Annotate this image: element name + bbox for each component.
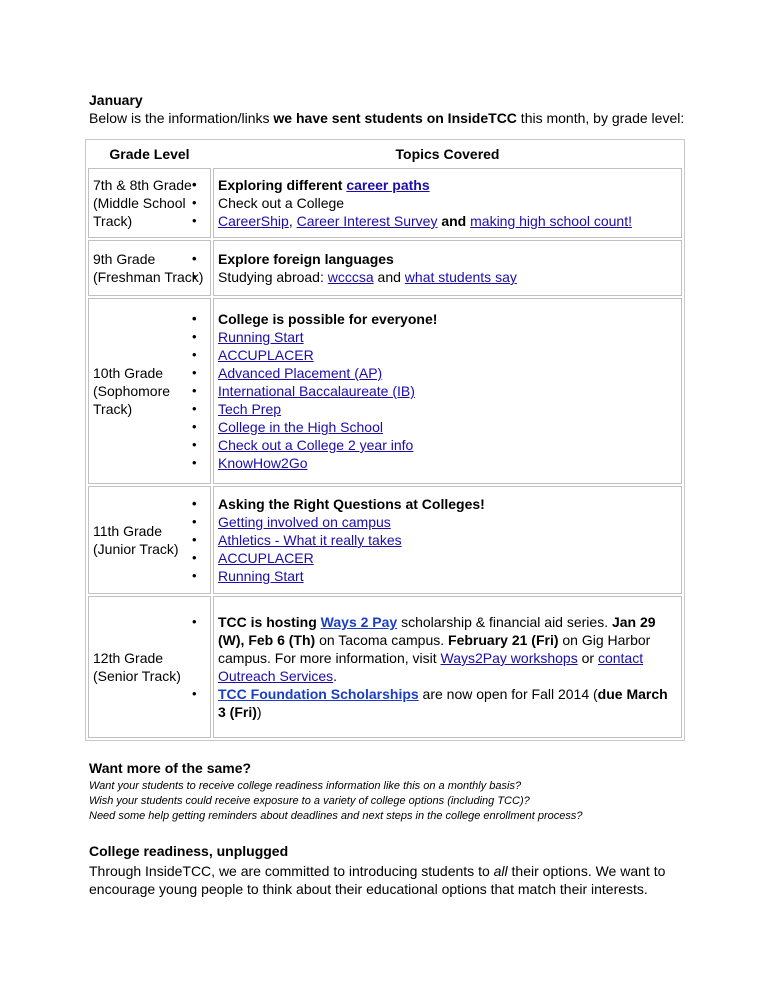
list-item: • Check out a College	[218, 194, 677, 212]
grade-cell: 11th Grade (Junior Track)	[88, 486, 211, 594]
item-text: Exploring different	[218, 177, 347, 193]
intro-part: Below is the information/links	[89, 110, 274, 126]
link-college-in-high-school[interactable]: College in the High School	[218, 419, 383, 435]
table-row	[88, 240, 682, 296]
more-line: Want your students to receive college readiness information like this on a monthly basis?	[89, 780, 522, 792]
item-text: ,	[288, 213, 297, 229]
grade-cell: 10th Grade (Sophomore Track)	[88, 298, 211, 484]
topics-list	[218, 613, 677, 721]
list-item	[218, 176, 677, 194]
paragraph-emphasis: all	[493, 863, 508, 879]
grade-cell: 7th & 8th Grade (Middle School Track)	[88, 168, 211, 238]
item-text: on Tacoma campus.	[315, 632, 449, 648]
table-row	[88, 168, 682, 238]
col-header-topics: Topics Covered	[395, 146, 500, 162]
link-running-start[interactable]: Running Start	[218, 329, 304, 345]
list-item	[218, 212, 677, 230]
link-tech-prep[interactable]: Tech Prep	[218, 401, 282, 417]
intro-text	[89, 109, 689, 127]
item-text: on Gig Harbor campus. For more information, visit	[218, 632, 651, 666]
item-text: and	[437, 213, 471, 229]
link-international-baccalaureate[interactable]: International Baccalaureate (IB)	[218, 383, 415, 399]
link-accuplacer[interactable]: ACCUPLACER	[218, 550, 314, 566]
list-item	[218, 531, 677, 549]
more-line: Wish your students could receive exposure to a variety of college options (including TCC)?	[89, 795, 530, 807]
topics-cell	[213, 168, 682, 238]
list-item	[218, 268, 677, 286]
topics-list	[218, 176, 677, 230]
link-accuplacer[interactable]: ACCUPLACER	[218, 347, 314, 363]
topics-cell	[213, 486, 682, 594]
intro-bold: we have sent students on InsideTCC	[273, 110, 517, 126]
item-text: scholarship & financial aid series.	[397, 614, 612, 630]
item-text: are now open for Fall 2014 (	[418, 686, 598, 702]
list-item: • College is possible for everyone!	[218, 310, 677, 328]
list-item: • Explore foreign languages	[218, 250, 677, 268]
link-running-start[interactable]: Running Start	[218, 568, 304, 584]
item-text: Jan 29 (W), Feb 6 (Th)	[218, 614, 656, 648]
item-text: .	[333, 668, 338, 684]
list-item	[218, 549, 677, 567]
link-athletics[interactable]: Athletics - What it really takes	[218, 532, 402, 548]
table-header-row	[88, 142, 682, 166]
grade-cell: 12th Grade (Senior Track)	[88, 596, 211, 738]
link-career-paths[interactable]: career paths	[346, 177, 430, 193]
list-item	[218, 364, 677, 382]
item-text: or	[577, 650, 598, 666]
more-line: Need some help getting reminders about deadlines and next steps in the college enrollment process?	[89, 810, 583, 822]
table-row	[88, 486, 682, 594]
topics-list	[218, 495, 677, 585]
unplugged-paragraph	[89, 862, 689, 898]
link-getting-involved[interactable]: Getting involved on campus	[218, 514, 391, 530]
document	[89, 91, 689, 898]
table-row	[88, 298, 682, 484]
list-item	[218, 567, 677, 585]
item-text: due March 3 (Fri)	[218, 686, 668, 720]
list-item	[218, 328, 677, 346]
list-item	[218, 513, 677, 531]
link-what-students-say[interactable]: what students say	[404, 269, 517, 285]
list-item	[218, 382, 677, 400]
topics-cell	[213, 596, 682, 738]
list-item	[218, 400, 677, 418]
paragraph-text: their options. We want to encourage young people to think about their educational options that match their interests.	[89, 863, 666, 897]
topics-list	[218, 310, 677, 472]
list-item: • Asking the Right Questions at Colleges!	[218, 495, 677, 513]
item-text: and	[373, 269, 405, 285]
link-career-interest-survey[interactable]: Career Interest Survey	[296, 213, 438, 229]
link-check-out-college-2yr[interactable]: Check out a College 2 year info	[218, 437, 414, 453]
topics-cell	[213, 240, 682, 296]
list-item	[218, 685, 677, 721]
link-ways2pay-workshops[interactable]: Ways2Pay workshops	[440, 650, 578, 666]
link-ways-2-pay[interactable]: Ways 2 Pay	[320, 614, 398, 630]
unplugged-heading: College readiness, unplugged	[89, 843, 289, 859]
list-item	[218, 613, 677, 685]
link-knowhow2go[interactable]: KnowHow2Go	[218, 455, 308, 471]
topics-list	[218, 250, 677, 286]
item-text: TCC is hosting	[218, 614, 321, 630]
list-item	[218, 418, 677, 436]
more-heading: Want more of the same?	[89, 760, 252, 776]
list-item	[218, 346, 677, 364]
list-item	[218, 454, 677, 472]
table-row	[88, 596, 682, 738]
item-text: )	[256, 704, 262, 720]
item-text: Studying abroad:	[218, 269, 328, 285]
topics-table	[85, 139, 685, 741]
link-making-high-school-count[interactable]: making high school count!	[470, 213, 632, 229]
item-text: February 21 (Fri)	[448, 632, 559, 648]
grade-cell: 9th Grade (Freshman Track)	[88, 240, 211, 296]
link-careership[interactable]: CareerShip	[218, 213, 289, 229]
col-header-grade: Grade Level	[109, 146, 190, 162]
list-item	[218, 436, 677, 454]
paragraph-text: Through InsideTCC, we are committed to introducing students to	[89, 863, 494, 879]
month-heading: January	[89, 92, 143, 108]
intro-part: this month, by grade level:	[516, 110, 685, 126]
link-contact-outreach[interactable]: contact Outreach Services	[218, 650, 644, 684]
link-tcc-foundation-scholarships[interactable]: TCC Foundation Scholarships	[218, 686, 419, 702]
link-advanced-placement[interactable]: Advanced Placement (AP)	[218, 365, 383, 381]
topics-cell	[213, 298, 682, 484]
link-wcccsa[interactable]: wcccsa	[327, 269, 374, 285]
